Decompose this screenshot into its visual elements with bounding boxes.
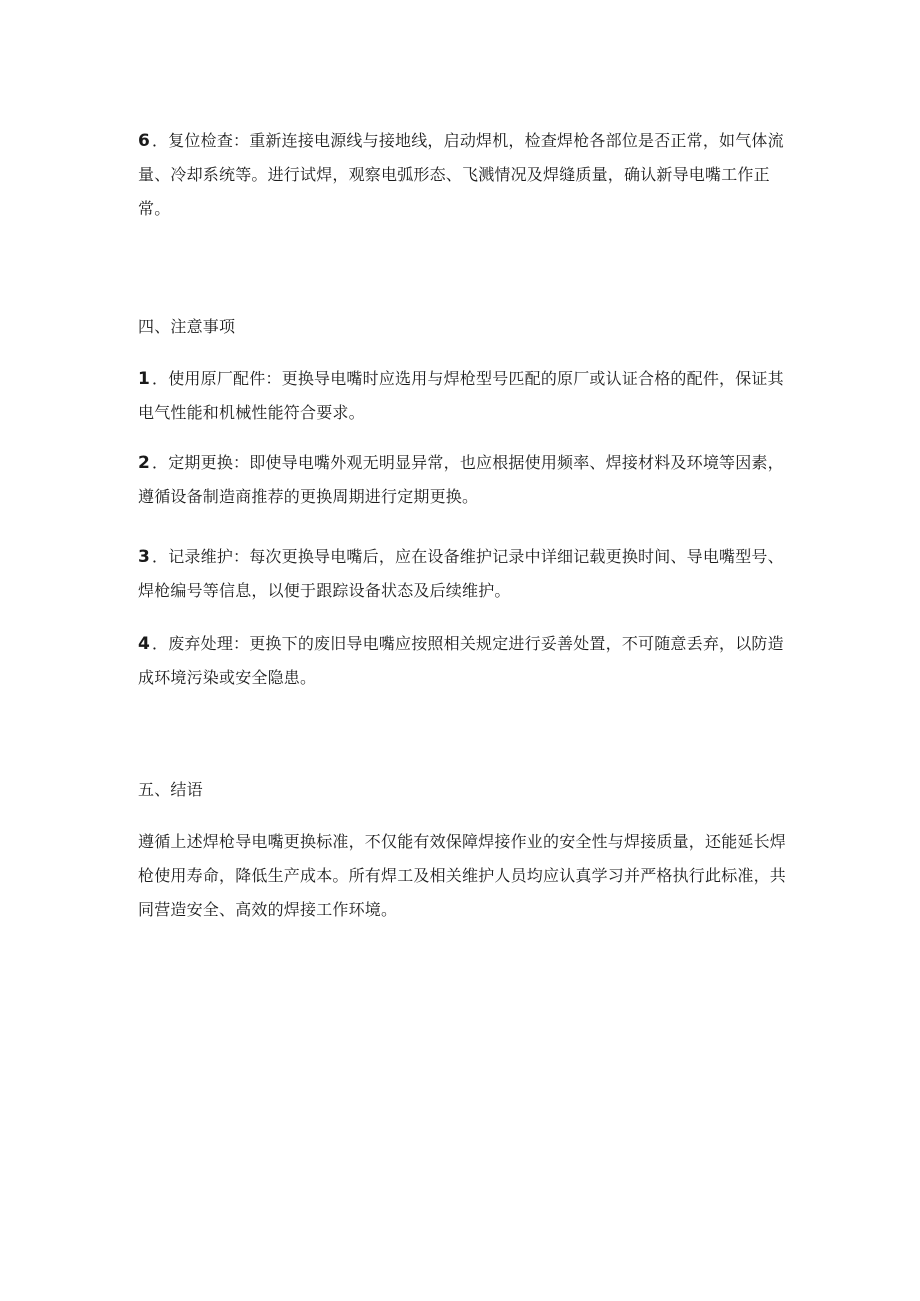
- notice-item-2-number: 2: [138, 453, 151, 473]
- notice-item-4-number: 4: [138, 634, 151, 654]
- notice-item-1: [138, 362, 788, 430]
- notice-item-4: [138, 627, 788, 695]
- step-6-paragraph: [138, 124, 788, 226]
- notice-item-3-text: ．记录维护：每次更换导电嘴后，应在设备维护记录中详细记载更换时间、导电嘴型号、焊枪编号等信息，以便于跟踪设备状态及后续维护。: [138, 547, 784, 600]
- notice-item-1-text: ．使用原厂配件：更换导电嘴时应选用与焊枪型号匹配的原厂或认证合格的配件，保证其电气性能和机械性能符合要求。: [138, 369, 784, 422]
- notice-item-4-text: ．废弃处理：更换下的废旧导电嘴应按照相关规定进行妥善处置，不可随意丢弃，以防造成环境污染或安全隐患。: [138, 634, 784, 687]
- conclusion-paragraph: 遵循上述焊枪导电嘴更换标准，不仅能有效保障焊接作业的安全性与焊接质量，还能延长焊枪使用寿命，降低生产成本。所有焊工及相关维护人员均应认真学习并严格执行此标准，共同营造安全、高效的焊接工作环境。: [138, 832, 787, 919]
- notice-item-2-text: ．定期更换：即使导电嘴外观无明显异常，也应根据使用频率、焊接材料及环境等因素，遵循设备制造商推荐的更换周期进行定期更换。: [138, 453, 784, 506]
- section-5-heading: 五、结语: [138, 780, 203, 799]
- notice-item-1-number: 1: [138, 369, 151, 389]
- notice-item-2: [138, 446, 788, 514]
- step-6-number: 6: [138, 131, 151, 151]
- notice-item-3-number: 3: [138, 547, 151, 567]
- step-6-text: ．复位检查：重新连接电源线与接地线，启动焊机，检查焊枪各部位是否正常，如气体流量、冷却系统等。进行试焊，观察电弧形态、飞溅情况及焊缝质量，确认新导电嘴工作正常。: [138, 131, 784, 218]
- section-4-heading: 四、注意事项: [138, 317, 236, 336]
- notice-item-3: [138, 540, 788, 608]
